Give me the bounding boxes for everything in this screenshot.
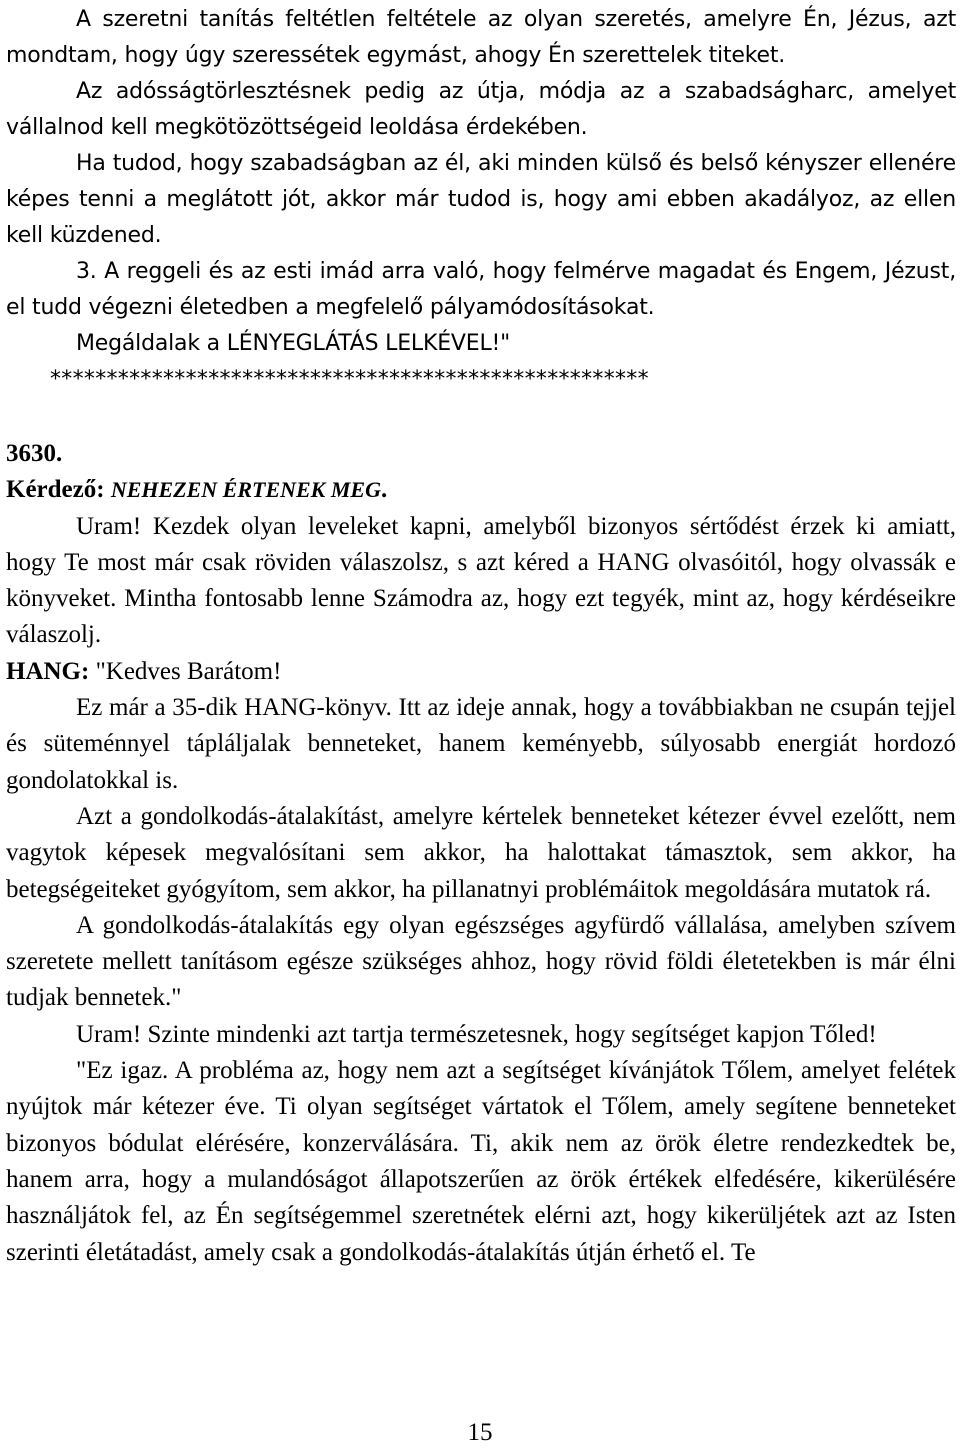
answer-paragraph: A gondolkodás-átalakítás egy olyan egészséges agyfürdő vállalása, amelyben szívem szeretete mellett tanításom egésze szükséges ahhoz, hogy rövid földi életetekben is már élni tudjak bennetek." — [6, 911, 956, 1012]
entry-title-end: . — [380, 476, 388, 504]
entry-title: NEHEZEN ÉRTENEK MEG — [110, 477, 381, 503]
page-number: 15 — [467, 1419, 493, 1446]
questioner-label: Kérdező: — [6, 476, 105, 504]
answer-label: HANG: — [6, 657, 90, 685]
question-paragraph: Uram! Kezdek olyan leveleket kapni, amelyből bizonyos sértődést érzek ki amiatt, hogy Te most már csak röviden válaszolsz, s azt kéred a HANG olvasóitól, hogy olvassák e könyveket. Mintha fontosabb lenne Számodra az, hogy ezt tegyék, mint az, hogy kérdéseikre válaszolj. — [6, 512, 956, 649]
blessing-line: Megáldalak a LÉNYEGLÁTÁS LELKÉVEL!" — [76, 331, 511, 356]
answer-paragraph: "Ez igaz. A probléma az, hogy nem azt a segítséget kívánjátok Tőlem, amelyet felétek nyújtok már kétezer éve. Ti olyan segítséget vártatok el Tőlem, amely segítene benneteket bizonyos bódulat elérésére, konzerválására. Ti, akik nem az örök életre rendezkedtek be, hanem arra, hogy a mulandóságot állapotszerűen az örök értékek elfedésére, kikerülésére használjátok fel, az Én segítségemmel szeretnétek elérni azt, hogy kikerüljétek azt az Isten szerinti életátadást, amely csak a gondolkodás-átalakítás útján érhető el. Te — [6, 1057, 956, 1266]
question-paragraph: Uram! Szinte mindenki azt tartja természetesnek, hogy segítséget kapjon Tőled! — [76, 1020, 877, 1048]
answer-heading — [6, 654, 956, 690]
paragraph: A szeretni tanítás feltétlen feltétele az olyan szeretés, amelyre Én, Jézus, azt mondtam, hogy úgy szeressétek egymást, ahogy Én szerettelek titeket. — [6, 7, 956, 68]
entry-number: 3630. — [6, 440, 63, 467]
paragraph: Ha tudod, hogy szabadságban az él, aki minden külső és belső kényszer ellenére képes tenni a meglátott jót, akkor már tudod is, hogy ami ebben akadályoz, az ellen kell küzdened. — [6, 151, 956, 248]
answer-opening: "Kedves Barátom! — [89, 657, 282, 685]
top-section — [6, 2, 956, 398]
answer-paragraph: Ez már a 35-dik HANG-könyv. Itt az ideje annak, hogy a továbbiakban ne csupán tejjel és süteménnyel tápláljalak benneteket, hanem keményebb, súlyosabb energiát hordozó gondolatokkal is. — [6, 694, 956, 794]
paragraph: Az adósságtörlesztésnek pedig az útja, módja az a szabadságharc, amelyet vállalnod kell megkötözöttségeid leoldása érdekében. — [6, 79, 956, 140]
entry-section — [6, 436, 956, 1271]
separator-line: ***************************************************** — [50, 367, 649, 392]
answer-paragraph: Azt a gondolkodás-átalakítást, amelyre kértelek benneteket kétezer évvel ezelőtt, nem vagytok képesek megvalósítani sem akkor, ha halottakat támasztok, sem akkor, ha betegségeiteket gyógyítom, sem akkor, ha pillanatnyi problémáitok megoldására mutatok rá. — [6, 802, 956, 903]
questioner-heading — [6, 472, 956, 508]
paragraph: 3. A reggeli és az esti imád arra való, hogy felmérve magadat és Engem, Jézust, el tudd végezni életedben a megfelelő pályamódosításokat. — [6, 259, 956, 320]
